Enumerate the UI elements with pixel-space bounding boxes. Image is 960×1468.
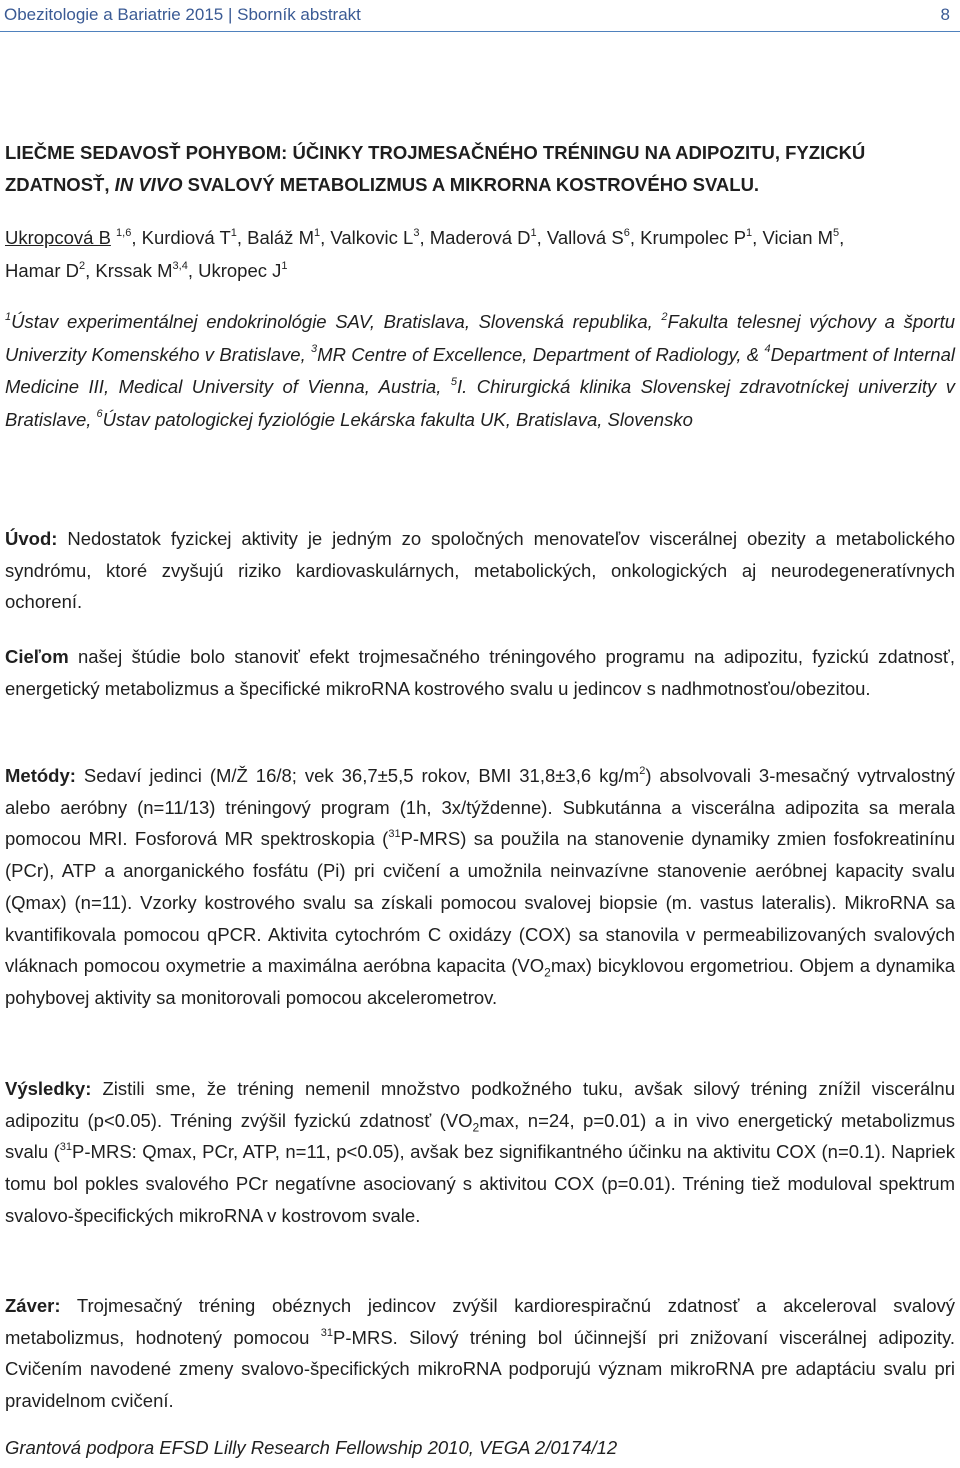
affiliation: Department of Internal Medicine III, Medical University of Vienna, Austria, [5,343,955,397]
author-name: Vician M [762,227,834,248]
author-name: Krssak M [95,260,173,281]
author [95,260,187,281]
author [247,227,320,248]
title-italic: IN VIVO [114,174,183,195]
aim-label: Cieľom [5,646,69,667]
author-name: Ukropcová B [5,227,111,248]
grant-acknowledgement: Grantová podpora EFSD Lilly Research Fellowship 2010, VEGA 2/0174/12 [5,1437,618,1458]
affiliation-sup: 5 [450,375,457,388]
intro-paragraph [5,523,955,618]
author-sup: 1 [230,226,237,239]
methods-sup: 31 [388,828,401,841]
conclusion-sup: 31 [320,1326,334,1339]
author-name: Hamar D [5,260,80,281]
methods-sub: 2 [544,965,551,980]
author-sup: 1 [281,259,288,272]
author [640,227,752,248]
results-text: P-MRS: Qmax, PCr, ATP, n=11, p<0.05), avšak bez signifikantného účinku na aktivitu COX (n=0.1). Napriek tomu bol pokles svalového PCr negatívne asociovaný s aktivitou COX (p=0.01). Tréning tiež moduloval spektrum svalovo-špecifických mikroRNA v kostrovom svale. [5,1141,955,1226]
methods-text: P-MRS) sa použila na stanovenie dynamiky zmien fosfokreatinínu (PCr), ATP a anorganického fosfátu (Pi) pri cvičení a umožnila neinvazívne stanovenie aeróbnej kapacity svalu (Qmax) (n=11). Vzorky kostrového svalu sa získali pomocou svalovej biopsie (m. vastus lateralis). MikroRNA sa kvantifikovala pomocou qPCR. Aktivita cytochróm C oxidázy (COX) sa stanovila v permeabilizovaných svalových vláknach pomocou oxymetrie a maximálna aeróbna kapacita (VO [5,828,956,977]
author [5,227,131,248]
affiliation-sup: 6 [96,408,103,421]
author-sup: 1 [313,226,321,239]
intro-label: Úvod: [5,528,58,549]
results-sup: 31 [59,1141,73,1154]
author [430,227,537,248]
affiliation: Ústav patologickej fyziológie Lekárska fakulta UK, Bratislava, Slovensko [102,408,693,430]
conclusion-text: P-MRS. Silový tréning bol účinnejší pri znižovaní viscerálnej adipozity. Cvičením navodené zmeny svalovo-špecifických mikroRNA podporujú význam mikroRNA pre adaptáciu svalu pri pravidelnom cvičení. [5,1326,955,1412]
author-sup: 5 [833,226,840,239]
methods-text: Sedaví jedinci (M/Ž 16/8; vek 36,7±5,5 rokov, BMI 31,8±3,6 kg/m [75,765,640,786]
author-name: Kurdiová T [141,227,231,248]
author [762,227,839,248]
author [330,227,419,248]
aim-paragraph [5,641,955,704]
author-sup: 6 [623,226,630,239]
conclusion-text: Trojmesačný tréning obéznych jedincov zvýšil kardiorespiračnú zdatnosť a akceleroval svalový metabolizmus, hodnotený pomocou [5,1295,955,1348]
methods-sup: 2 [639,764,646,777]
author-name: Ukropec J [198,260,282,281]
author-sup: 3 [413,226,420,239]
affiliation: Ústav experimentálnej endokrinológie SAV, Bratislava, Slovenská republika, [11,311,662,332]
author [142,227,237,248]
author-sup: 1,6 [116,226,132,239]
author-name: Vallová S [546,227,624,248]
affiliation-sup: 4 [764,343,771,356]
page-header [0,0,960,32]
header-divider [0,31,960,32]
results-label: Výsledky: [5,1078,92,1099]
intro-text: Nedostatok fyzickej aktivity je jedným zo spoločných menovateľov viscerálnej obezity a metabolického syndrómu, ktoré zvyšujú riziko kardiovaskulárnych, metabolických, onkologických aj neurodegeneratívnych ochorení. [5,528,955,613]
author-name: Valkovic L [330,227,414,248]
author-sup: 3,4 [172,259,188,272]
title-part: ZDATNOSŤ, [5,174,115,195]
affiliation: MR Centre of Excellence, Department of Radiology, & [317,343,765,365]
results-text: Zistili sme, že tréning nemenil množstvo podkožného tuku, avšak silový tréning znížil viscerálnu adipozitu (p<0.05). Tréning zvýšil fyzickú zdatnosť (VO [5,1078,955,1131]
author-sup: 1 [530,226,537,239]
methods-paragraph [5,760,955,1014]
methods-text: max) bicyklovou ergometriou. Objem a dynamika pohybovej aktivity sa monitorovali pomocou akcelerometrov. [5,955,956,1008]
methods-label: Metódy: [5,765,76,786]
conclusion-paragraph [5,1290,955,1417]
article-title [5,137,945,201]
affiliation-sup: 1 [5,310,12,323]
affiliation: I. Chirurgická klinika Slovenskej zdravotníckej univerzity v Bratislave, [5,376,955,430]
affiliations [5,306,955,436]
author [547,227,630,248]
page-number: 8 [940,5,950,24]
affiliation-sup: 3 [311,343,318,356]
aim-text: našej štúdie bolo stanoviť efekt trojmesačného tréningového programu na adipozitu, fyzickú zdatnosť, energetický metabolizmus a špecifické mikroRNA kostrového svalu u jedincov s nadhmotnosťou/obezitou. [5,646,955,699]
title-part: SVALOVÝ METABOLIZMUS A MIKRORNA KOSTROVÉHO SVALU. [182,174,760,195]
author [198,260,287,281]
author-name: Krumpolec P [640,227,747,248]
results-text: max, n=24, p=0.01) a in vivo energetický metabolizmus svalu ( [5,1109,955,1163]
methods-text: ) absolvovali 3-mesačný vytrvalostný alebo aeróbny (n=11/13) tréningový program (1h, 3x/týždenne). Subkutánna a viscerálna adipozita sa merala pomocou MRI. Fosforová MR spektroskopia ( [5,765,955,850]
author-name: Maderová D [429,227,531,248]
results-sub: 2 [472,1120,480,1135]
title-line-2 [5,169,945,201]
author [5,260,85,281]
author-list: Ukropcová B $^{1,6}$, Kurdiová $T^1$, Baláž $M^1$, Valkovic $L^3$, Maderová $D^1$, Vallová $S^6$, Krumpolec $P^1$, Vician $M^5$, Hamar $D^2$, Krssak M$^{3,4}$, Ukropec $J^1$ [5,226,845,281]
title-line-1: LIEČME SEDAVOSŤ POHYBOM: ÚČINKY TROJMESAČNÉHO TRÉNINGU NA ADIPOZITU, FYZICKÚ [5,142,866,163]
author-sup: 1 [746,226,753,239]
conclusion-label: Záver: [5,1295,61,1316]
affiliation: Fakulta telesnej výchovy a športu Univerzity Komenského v Bratislave, [5,311,955,365]
author-name: Baláž M [247,227,314,248]
journal-title: Obezitologie a Bariatrie 2015 | Sborník abstrakt [4,5,361,24]
author-sup: 2 [79,259,86,272]
results-paragraph [5,1073,955,1232]
affiliation-sup: 2 [661,310,668,323]
